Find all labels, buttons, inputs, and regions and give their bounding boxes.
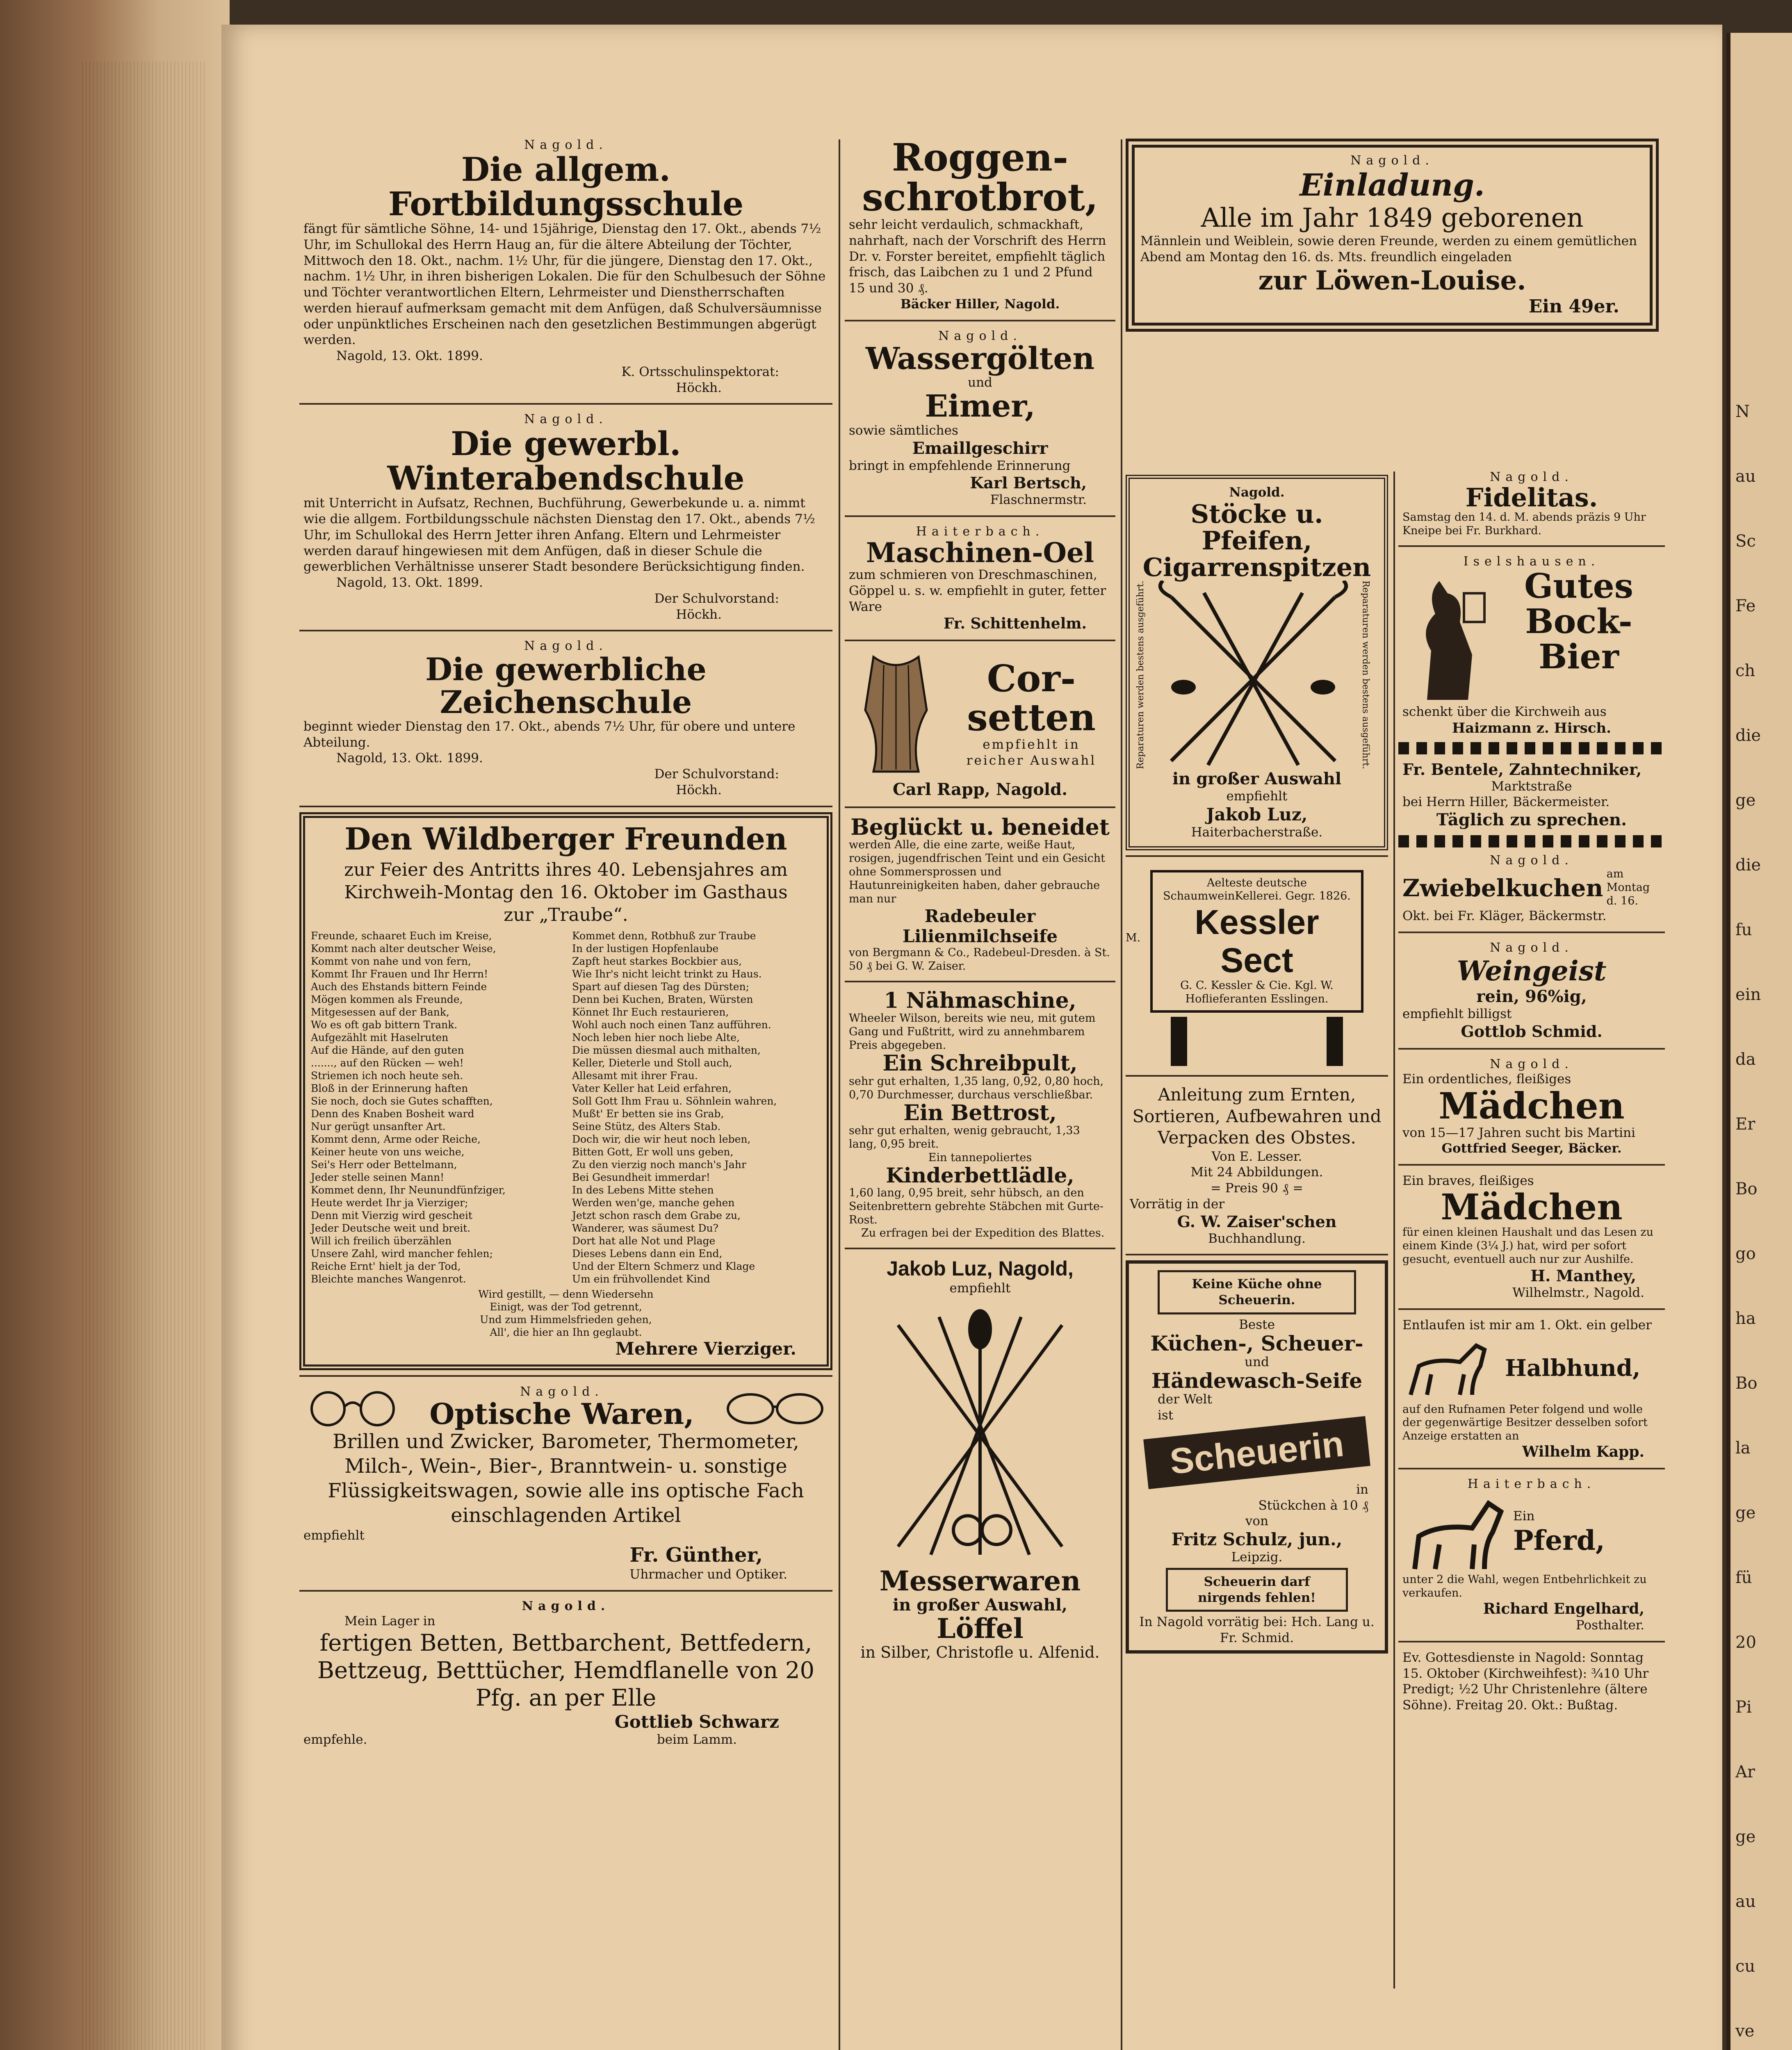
next-page-fragment: Er <box>1735 1115 1756 1134</box>
sign-post <box>1171 1017 1187 1066</box>
divider <box>299 630 832 631</box>
place-label: Nagold. <box>1490 1057 1573 1071</box>
ad-body: Okt. bei Fr. Kläger, Bäckermstr. <box>1402 909 1607 924</box>
column-2 <box>845 135 1115 1664</box>
ad-body: zum schmieren von Dreschmaschinen, Göppel u. s. w. empfiehlt in guter, fetter Ware <box>849 567 1106 614</box>
divider <box>1126 1075 1388 1077</box>
ad-sub: Buchhandlung. <box>1208 1231 1306 1246</box>
poem-close: Wird gestillt, — denn Wiedersehn Einigt, was der Tod getrennt, Und zum Himmelsfrieden gehen, All', die hier an Ihn geglaubt. <box>478 1288 654 1339</box>
divider <box>845 1248 1115 1249</box>
place-label: Nagold. <box>524 639 608 654</box>
ad-name: Fr. Schittenhelm. <box>943 615 1087 632</box>
ad-footer: empfehle. <box>303 1732 367 1747</box>
ad-title: Jakob Luz, Nagold, <box>887 1257 1074 1280</box>
ad-body: unter 2 die Wahl, wegen Entbehrlichkeit zu verkaufen. <box>1402 1573 1647 1600</box>
ad-stock: In Nagold vorrätig bei: Hch. Lang u. Fr. Schmid. <box>1139 1615 1375 1646</box>
ad-title: Fr. Bentele, Zahntechniker, <box>1402 760 1642 779</box>
ad-title: Cor-setten <box>967 657 1096 739</box>
ad-title: Küchen-, Scheuer- <box>1150 1331 1363 1355</box>
ad-brand: Radebeuler Lilienmilchseife <box>902 906 1058 946</box>
place-label: Nagold. <box>1229 485 1285 500</box>
next-page-fragment: Fe <box>1735 597 1756 615</box>
place-label: Nagold. <box>1350 153 1434 168</box>
ad-title: Beglückt u. beneidet <box>850 813 1110 840</box>
divider <box>1126 1254 1388 1255</box>
ad-scheuerin <box>1126 1260 1388 1654</box>
kessler-mark: M. <box>1126 931 1141 944</box>
ad-body: empfiehlt in reicher Auswahl <box>966 737 1097 768</box>
ad-city: Leipzig. <box>1231 1550 1283 1565</box>
ad-halbhund <box>1398 1315 1665 1463</box>
next-page-fragment: ve <box>1735 2022 1755 2041</box>
ad-signer: K. Ortsschulinspektorat: <box>621 364 779 379</box>
ad-title: Mädchen <box>1439 1084 1625 1128</box>
ad-pfeifen <box>1126 475 1388 850</box>
poem <box>311 929 821 1285</box>
ad-sub: rein, 96%ig, <box>1476 986 1587 1006</box>
ad-addr: Haiterbacherstraße. <box>1191 825 1323 840</box>
ad-title3: Ein Bettrost, <box>903 1100 1057 1125</box>
ad-body: werden Alle, die eine zarte, weiße Haut, rosigen, jugendfrischen Teint und ein Gesicht ohne Sommersprossen und Hautunreinigkeiten haben, daher gebrauche man nur <box>849 838 1105 906</box>
ad-brand: Scheuerin <box>1143 1416 1370 1489</box>
poem-left: Freunde, schaaret Euch im Kreise, Kommt nach alter deutscher Weise, Kommt von nahe und von fern, Kommt Ihr Frauen und Ihr Herrn! Auch des Ehstands bittern Feinde Mögen kommen als Freunde, Mitgesessen auf der Bank, Wo es oft gab bittern Trank. Aufgezählt mit Haselruten Auf die Hände, auf den guten ......., auf den Rücken — weh! Striemen ich noch heute seh. Bloß in der Erinnerung haften Sie noch, doch sie Gutes schafften, Denn des Knaben Bosheit ward Nur gerügt unsanfter Art. Kommt denn, Arme oder Reiche, Keiner heute von uns weiche, Sei's Herr oder Bettelmann, Jeder stelle seinen Mann! Kommet denn, Ihr Neunundfünfziger, Heute werdet Ihr ja Vierziger; Denn mit Vierzig wird gescheit Jeder Deutsche weit und breit. Will ich freilich überzählen Unsere Zahl, wird mancher fehlen; Reiche Ernt' hielt ja der Tod, Bleichte manches Wangenrot. <box>311 930 506 1285</box>
ad-hours: Täglich zu sprechen. <box>1436 810 1627 830</box>
divider <box>299 806 832 807</box>
ad-title3: Löffel <box>937 1613 1024 1645</box>
ad-signer: Der Schulvorstand: <box>654 767 779 782</box>
ad-in: in <box>1356 1482 1368 1497</box>
dog-icon <box>1402 1333 1501 1403</box>
ad-name: Gottfried Seeger, Bäcker. <box>1441 1141 1622 1156</box>
ad-signer: Der Schulvorstand: <box>654 591 779 606</box>
next-page-fragments <box>1726 33 1792 2050</box>
next-page-fragment: ha <box>1735 1309 1756 1328</box>
ad-lead: Ein <box>1513 1508 1535 1524</box>
ad-body: beginnt wieder Dienstag den 17. Okt., abends 7½ Uhr, für obere und untere Abteilung. <box>303 719 796 750</box>
next-page-fragment: ch <box>1735 661 1756 680</box>
ad-einladung <box>1126 139 1659 332</box>
ad-gottesdienste <box>1398 1647 1665 1716</box>
ad-maschinenoel <box>845 522 1115 635</box>
ad-title: Fidelitas. <box>1465 483 1598 512</box>
next-page-fragment: Bo <box>1735 1180 1758 1198</box>
ad-title: Die gewerbliche Zeichenschule <box>425 651 707 721</box>
ad-messerwaren <box>845 1254 1115 1663</box>
ad-title: Stöcke u. Pfeifen, Cigarrenspitzen <box>1142 499 1371 582</box>
ad-price: Stückchen à 10 ₰ <box>1258 1498 1368 1513</box>
ad-title2: Ein Schreibpult, <box>882 1051 1078 1076</box>
ad-date: Nagold, 13. Okt. 1899. <box>336 751 483 766</box>
ad-kessler <box>1126 862 1388 1071</box>
cutlery-illustration <box>865 1301 1095 1563</box>
place-label: Nagold. <box>1490 470 1573 484</box>
divider <box>1398 1048 1665 1050</box>
ad-von: von <box>1245 1514 1269 1529</box>
ad-lead: Entlaufen ist mir am 1. Okt. ein gelber <box>1402 1317 1652 1332</box>
ad-wassergoelten <box>845 326 1115 510</box>
next-page-fragment: N <box>1735 402 1750 421</box>
ad-lead: Mein Lager in <box>344 1613 435 1629</box>
next-page-fragment: go <box>1735 1244 1756 1263</box>
ad-title: Den Wildberger Freunden <box>344 821 787 857</box>
spectacles-icon <box>722 1384 828 1429</box>
ad-name: Carl Rapp, Nagold. <box>892 779 1068 799</box>
ad-item: Emaillgeschirr <box>912 438 1048 458</box>
ad-zwiebelkuchen <box>1398 851 1665 927</box>
place-label: Nagold. <box>524 412 608 427</box>
divider <box>845 320 1115 321</box>
ad-weingeist <box>1398 938 1665 1043</box>
next-page-fragment: Bo <box>1735 1374 1758 1393</box>
ad-date: Nagold, 13. Okt. 1899. <box>336 348 483 363</box>
divider <box>845 640 1115 641</box>
column-4 <box>1398 467 1665 1716</box>
ad-lead: empfiehlt billigst <box>1402 1006 1512 1021</box>
place-label: Nagold. <box>520 1385 604 1399</box>
divider <box>1126 855 1388 857</box>
ad-body: sowie sämtliches <box>849 423 958 438</box>
ad-title: Optische Waren, <box>429 1397 694 1431</box>
ad-lead: Ein braves, fleißiges <box>1402 1173 1534 1189</box>
divider <box>845 806 1115 808</box>
ad-body: von 15—17 Jahren sucht bis Martini <box>1402 1125 1635 1140</box>
ad-body: Wheeler Wilson, bereits wie neu, mit gutem Gang und Fußtritt, wird zu annehmbarem Preis abgegeben. <box>849 1012 1096 1052</box>
ad-addr: Marktstraße <box>1491 779 1572 794</box>
ad-body: auf den Rufnamen Peter folgend und wolle der gegenwärtige Besitzer desselben sofort Anzeige erstatten an <box>1402 1403 1648 1443</box>
place-label: Haiterbach. <box>916 524 1044 539</box>
next-page-fragment: au <box>1735 467 1756 486</box>
page-stack-lines <box>82 61 205 2050</box>
divider <box>299 403 832 405</box>
ad-title2: Händewasch-Seife <box>1151 1368 1363 1393</box>
ad-name: Haizmann z. Hirsch. <box>1452 720 1611 736</box>
ad-name: H. Manthey, <box>1530 1266 1636 1285</box>
ornament-band <box>1398 742 1665 754</box>
divider <box>1398 1468 1665 1469</box>
column-3 <box>1126 135 1659 335</box>
ad-body: fängt für sämtliche Söhne, 14- und 15jährige, Dienstag den 17. Okt., abends 7½ Uhr, im Schullokal des Herrn Haug an, für die ältere Abteilung der Töchter, Mittwoch den 18. Okt., nachm. 1½ Uhr, für die jüngere, Dienstag den 17. Okt., nachm. 1½ Uhr, in ihren bisherigen Lokalen. Die für den Schulbesuch der Söhne und Töchter verantwortlichen Eltern, Lehrmeister und Dienstherrschaften werden hierauf aufmerksam gemacht mit dem Anfügen, daß Schulversäumnisse oder unpünktliches Erscheinen nach den gesetzlichen Bestimmungen abgerügt werden. <box>303 221 826 348</box>
ad-betten <box>299 1597 832 1750</box>
ad-name: Gottlob Schmid. <box>1461 1022 1603 1041</box>
ad-footer: Zu erfragen bei der Expedition des Blattes. <box>861 1227 1105 1240</box>
ad-sub: der Welt <box>1158 1392 1212 1407</box>
divider <box>1398 932 1665 933</box>
ad-role: Flaschnermstr. <box>990 492 1087 508</box>
ad-title: Die allgem. Fortbildungsschule <box>388 150 744 223</box>
ad-title2: Eimer, <box>925 389 1035 424</box>
next-page-fragment: Sc <box>1735 532 1756 551</box>
ad-body4: 1,60 lang, 0,95 breit, sehr hübsch, an den Seitenbrettern gebrehte Stäbchen mit Gurte-Rost. <box>849 1186 1103 1226</box>
divider <box>1398 1308 1665 1310</box>
ad-fortbildungsschule <box>299 135 832 398</box>
kessler-maker: G. C. Kessler & Cie. Kgl. W. Hoflieferanten Esslingen. <box>1180 979 1334 1006</box>
ad-name: Richard Engelhard, <box>1483 1600 1644 1618</box>
next-page-fragment: ge <box>1735 1503 1756 1522</box>
ad-ill: Mit 24 Abbildungen. <box>1190 1165 1323 1180</box>
column-3-lower <box>1126 472 1388 1657</box>
ad-box: Keine Küche ohne Scheuerin. <box>1158 1270 1356 1314</box>
ad-venue: zur Löwen-Louise. <box>1258 265 1526 296</box>
place-label: Nagold. <box>1490 853 1573 868</box>
ad-fidelitas <box>1398 467 1665 540</box>
ad-name: G. W. Zaiser'schen <box>1177 1212 1337 1231</box>
ad-sub: beim Lamm. <box>657 1732 737 1747</box>
ad-price: = Preis 90 ₰ = <box>1210 1181 1304 1196</box>
ad-name: Höckh. <box>676 380 722 395</box>
ad-sub: empfiehlt <box>949 1281 1011 1296</box>
ad-title: Gutes Bock-Bier <box>1524 566 1633 677</box>
next-page-fragment: die <box>1735 726 1761 745</box>
ad-body: Männlein und Weiblein, sowie deren Freunde, werden zu einem gemütlichen Abend am Montag den 16. ds. Mts. freundlich eingeladen <box>1140 234 1637 264</box>
ad-name: Höckh. <box>676 782 722 797</box>
pince-nez-icon <box>303 1384 402 1429</box>
ad-title4: Kinderbettlädle, <box>886 1163 1074 1188</box>
ad-title: Pferd, <box>1513 1524 1605 1556</box>
ad-ist: ist <box>1158 1408 1174 1423</box>
kessler-top: Aelteste deutsche SchaumweinKellerei. Gegr. 1826. <box>1163 876 1351 903</box>
ad-box2: Scheuerin darf nirgends fehlen! <box>1166 1568 1348 1612</box>
next-page-fragment: da <box>1735 1050 1756 1069</box>
ad-body: Ev. Gottesdienste in Nagold: Sonntag 15. Oktober (Kirchweihfest): ¾10 Uhr Predigt; ½2 Uhr Christenlehre (ältere Söhne). Freitag 20. Okt.: Bußtag. <box>1402 1650 1649 1713</box>
divider <box>1398 1164 1665 1166</box>
column-rule <box>1121 139 1122 2050</box>
ad-roggenschrotbrot <box>845 135 1115 315</box>
ad-und: und <box>968 375 992 390</box>
ad-body: in großer Auswahl, <box>893 1595 1067 1615</box>
ad-lead: empfiehlt <box>1226 789 1288 804</box>
next-page-fragment: ge <box>1735 1827 1756 1846</box>
ad-title: Die gewerbl. Winterabendschule <box>387 424 745 498</box>
ad-pferd <box>1398 1474 1665 1636</box>
sign-post <box>1327 1017 1343 1066</box>
ad-signed: Mehrere Vierziger. <box>615 1339 796 1359</box>
ad-bockbier <box>1398 552 1665 739</box>
ad-role: Uhrmacher und Optiker. <box>629 1567 787 1582</box>
divider <box>845 515 1115 517</box>
ad-body2: bringt in empfehlende Erinnerung <box>849 458 1071 473</box>
ad-naehmaschine <box>845 987 1115 1243</box>
ad-maedchen-manthey <box>1398 1171 1665 1303</box>
ad-body: Brillen und Zwicker, Barometer, Thermometer, Milch-, Wein-, Bier-, Branntwein- u. sonstige Flüssigkeitswagen, sowie alle ins optische Fach einschlagenden Artikel <box>328 1430 804 1527</box>
ad-body2: in Silber, Christofle u. Alfenid. <box>860 1643 1100 1661</box>
ad-body: schenkt über die Kirchweih aus <box>1402 704 1607 719</box>
ad-title: Kessler Sect <box>1195 903 1319 979</box>
place-label: Nagold. <box>524 138 608 152</box>
ad-lead: empfiehlt <box>303 1528 365 1543</box>
column-rule <box>1393 472 1395 1988</box>
ad-name: Fr. Günther, <box>629 1544 763 1567</box>
column-rule <box>839 139 840 2050</box>
goat-beer-illustration <box>1402 569 1493 704</box>
ad-body2: sehr gut erhalten, 1,35 lang, 0,92, 0,80 hoch, 0,70 Durchmesser, durchaus verschließbar. <box>849 1075 1104 1101</box>
ad-date: am Montag d. 16. <box>1606 868 1650 908</box>
ad-title: Roggen-schrotbrot, <box>862 135 1098 219</box>
place-label: Haiterbach. <box>1467 1477 1596 1492</box>
ad-lead4: Ein tannepoliertes <box>928 1151 1032 1164</box>
ad-title: Einladung. <box>1300 168 1485 203</box>
ad-maker: von Bergmann & Co., Radebeul-Dresden. à St. 50 ₰ bei G. W. Zaiser. <box>849 946 1110 973</box>
ornament-band <box>1398 835 1665 847</box>
next-page-fragment: Ar <box>1735 1763 1756 1781</box>
column-1 <box>299 135 832 1750</box>
horse-icon <box>1402 1491 1509 1573</box>
ad-maedchen-seeger <box>1398 1055 1665 1159</box>
ad-obst-buch <box>1126 1082 1388 1249</box>
ad-title: Weingeist <box>1457 954 1607 987</box>
ad-headline: Alle im Jahr 1849 geborenen <box>1201 203 1584 233</box>
ad-body3: sehr gut erhalten, wenig gebraucht, 1,33 lang, 0,95 breit. <box>849 1124 1080 1151</box>
next-page-fragment: 20 <box>1735 1633 1756 1652</box>
ad-body: Samstag den 14. d. M. abends präzis 9 Uhr Kneipe bei Fr. Burkhard. <box>1402 511 1646 538</box>
ad-title2: Messerwaren <box>879 1565 1081 1597</box>
ad-lead: Beste <box>1239 1317 1275 1332</box>
next-page-fragment: au <box>1735 1892 1756 1911</box>
place-label: Iselshausen. <box>1463 554 1600 569</box>
ad-name: Fritz Schulz, jun., <box>1171 1529 1343 1550</box>
ad-optische-waren <box>299 1382 832 1585</box>
ad-corsetten <box>845 646 1115 802</box>
ad-name: Wilhelm Kapp. <box>1522 1443 1644 1461</box>
ad-title: Zwiebelkuchen <box>1402 874 1603 902</box>
divider <box>1398 1641 1665 1642</box>
ad-zeichenschule <box>299 636 832 800</box>
ad-lilienmilchseife <box>845 813 1115 976</box>
place-label: Nagold. <box>522 1599 610 1613</box>
ad-body: sehr leicht verdaulich, schmackhaft, nahrhaft, nach der Vorschrift des Herrn Dr. v. Forster bereitet, empfiehlt täglich frisch, das Laibchen zu 1 und 2 Pfund 15 und 30 ₰. <box>849 217 1106 296</box>
divider <box>299 1590 832 1592</box>
next-page-fragment: la <box>1735 1439 1751 1458</box>
divider <box>845 981 1115 982</box>
ad-side-left: Reparaturen werden bestens ausgeführt. <box>1135 581 1146 770</box>
ad-name: Karl Bertsch, <box>970 474 1087 492</box>
ad-signed: Ein 49er. <box>1528 296 1619 317</box>
pipes-canes-illustration <box>1147 581 1360 769</box>
next-page-fragment: Pi <box>1735 1698 1752 1717</box>
ad-title: 1 Nähmaschine, <box>884 988 1076 1013</box>
ad-title: Mädchen <box>1441 1186 1623 1228</box>
ad-wildberger-freunden <box>299 812 832 1371</box>
place-label: Nagold. <box>938 328 1022 343</box>
ad-zahntechniker <box>1398 758 1665 832</box>
ad-body: in großer Auswahl <box>1172 769 1342 789</box>
next-page-fragment: fü <box>1735 1568 1752 1587</box>
ad-winterabendschule <box>299 410 832 625</box>
corset-icon <box>849 649 943 780</box>
divider <box>1398 545 1665 547</box>
ad-body: mit Unterricht in Aufsatz, Rechnen, Buchführung, Gewerbekunde u. a. nimmt wie die allgem. Fortbildungsschule nächsten Dienstag den 17. Okt., abends 7½ Uhr, im Schullokal des Herrn Jetter ihren Anfang. Eltern und Lehrmeister werden darauf hingewiesen mit dem Anfügen, daß in dieser Schule die gewerblichen Verhältnisse unserer Stadt besondere Berücksichtigung finden. <box>303 496 815 574</box>
poem-right: Kommet denn, Rotbhuß zur Traube In der lustigen Hopfenlaube Zapft heut starkes Bockbier aus, Wie Ihr's nicht leicht trinkt zu Haus. Spart auf diesen Tag des Dürsten; Denn bei Kuchen, Braten, Würsten Könnet Ihr Euch restaurieren, Wohl auch noch einen Tanz aufführen. Noch leben hier noch liebe Alte, Die müssen diesmal auch mithalten, Keller, Dieterle und Stoll auch, Allesamt mit ihrer Frau. Vater Keller hat Leid erfahren, Soll Gott Ihm Frau u. Söhnlein wahren, Mußt' Er betten sie ins Grab, Seine Stütz, des Alters Stab. Doch wir, die wir heut noch leben, Bitten Gott, Er woll uns geben, Zu den vierzig noch manch's Jahr Bei Gesundheit immerdar! In des Lebens Mitte stehen Werden wen'ge, manche gehen Jetzt schon rasch dem Grabe zu, Wanderer, was säumest Du? Dort hat alle Not und Plage Dieses Lebens dann ein End, Und der Eltern Schmerz und Klage Um ein frühvollendet Kind <box>572 930 777 1285</box>
ad-title: Wassergölten <box>865 341 1095 376</box>
ad-author: Von E. Lesser. <box>1211 1149 1302 1164</box>
ad-intro: zur Feier des Antritts ihres 40. Lebensjahres am Kirchweih-Montag den 16. Oktober im Gasthaus zur „Traube“. <box>344 859 788 926</box>
ad-body: für einen kleinen Haushalt und das Lesen zu einem Kinde (3¼ J.) hat, wird per sofort gesucht, eventuell auch nur zur Aushilfe. <box>1402 1226 1654 1266</box>
ad-body: Anleitung zum Ernten, Sortieren, Aufbewahren und Verpacken des Obstes. <box>1132 1084 1382 1148</box>
book-edge <box>0 0 230 2050</box>
ad-name: Höckh. <box>676 607 722 622</box>
ad-lead: Ein ordentliches, fleißiges <box>1402 1071 1571 1086</box>
ad-und: und <box>1245 1355 1269 1370</box>
next-page-fragment: fu <box>1735 920 1752 939</box>
ad-name: Jakob Luz, <box>1206 804 1308 825</box>
next-page-fragment: ge <box>1735 791 1756 810</box>
ad-role: Posthalter. <box>1575 1618 1644 1633</box>
ad-title: Halbhund, <box>1505 1354 1641 1382</box>
ad-name: Gottlieb Schwarz <box>614 1712 779 1732</box>
ad-side-right: Reparaturen werden bestens ausgeführt. <box>1360 581 1371 770</box>
next-page-fragment: ein <box>1735 985 1761 1004</box>
place-label: Nagold. <box>1490 940 1573 955</box>
ad-lead: Vorrätig in der <box>1130 1196 1225 1212</box>
ad-title: Maschinen-Oel <box>866 537 1094 569</box>
ad-date: Nagold, 13. Okt. 1899. <box>336 575 483 590</box>
ad-body: bei Herrn Hiller, Bäckermeister. <box>1402 795 1610 810</box>
ad-body: fertigen Betten, Bettbarchent, Bettfedern, Bettzeug, Betttücher, Hemdflanelle von 20 Pfg. an per Elle <box>317 1629 815 1711</box>
next-page-fragment: die <box>1735 856 1761 875</box>
divider <box>299 1375 832 1377</box>
ad-addr: Wilhelmstr., Nagold. <box>1512 1285 1644 1301</box>
ad-signed: Bäcker Hiller, Nagold. <box>900 296 1060 312</box>
next-page-fragment: cu <box>1735 1957 1756 1976</box>
